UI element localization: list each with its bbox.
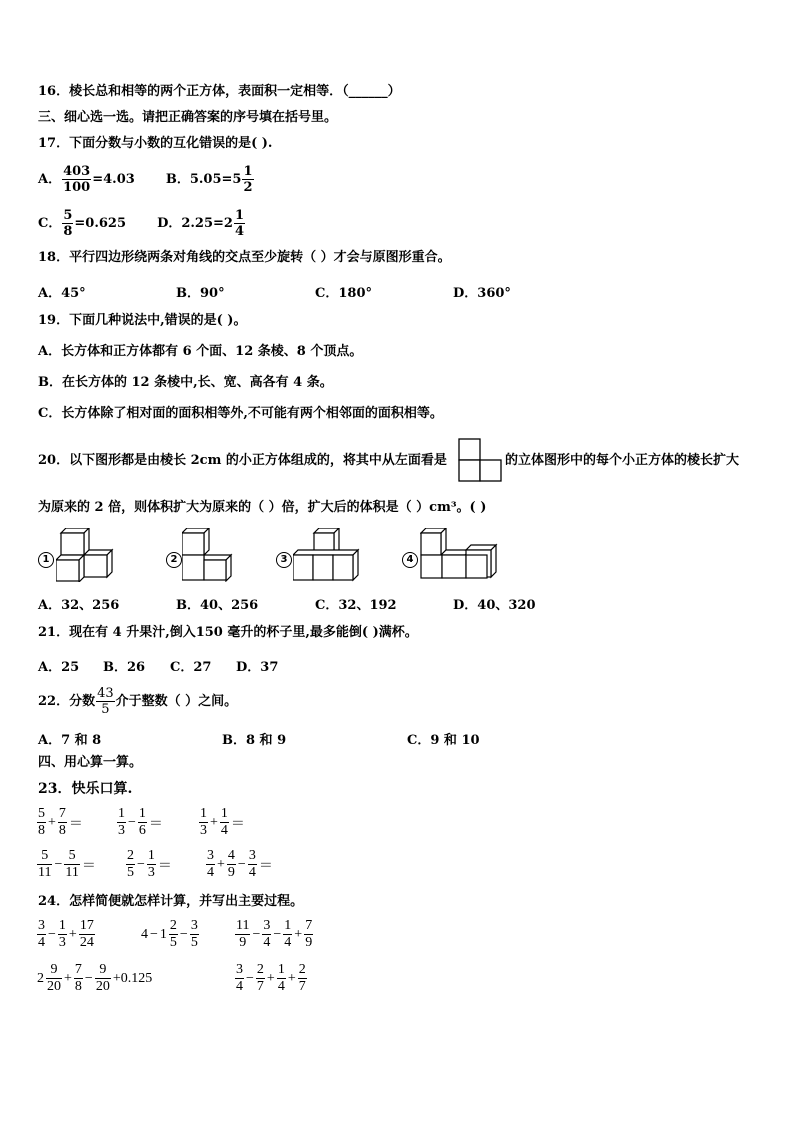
fraction-denominator: 8 [38,823,45,838]
fraction [37,918,46,951]
fraction-numerator: 2 [127,848,134,863]
fraction-numerator: 5 [38,806,45,821]
fraction-numerator: 1 [118,806,125,821]
math-symbol: − [48,926,56,942]
fraction [147,848,156,881]
fraction [235,962,244,995]
question-23-title: 23．快乐口算. [38,781,133,797]
fraction-denominator: 3 [147,865,155,880]
fraction-denominator: 9 [239,935,247,950]
math-symbol: − [150,926,158,942]
cube-figure-4 [420,528,498,582]
fraction-denominator: 4 [277,979,285,994]
math-symbol: ＝ [157,858,172,874]
q23-expr-3 [198,806,246,839]
question-20-line2: 为原来的 2 倍，则体积扩大为原来的（ ）倍，扩大后的体积是（ ）cm³。( ) [38,500,487,515]
fraction-numerator: 1 [277,962,285,977]
fraction-numerator: 3 [207,848,214,863]
fraction-denominator: 5 [127,865,134,880]
q24-expr-4 [36,962,153,995]
q22-option-c: C．9 和 10 [407,733,480,748]
fraction-numerator: 3 [190,918,198,933]
fraction-numerator: 1 [284,918,292,933]
cube-figure-3 [293,528,361,582]
fraction-43-5 [96,686,115,717]
q24-expr-3 [234,918,314,951]
math-symbol: + [48,814,56,830]
fraction [262,918,271,951]
fraction-numerator: 4 [227,848,235,863]
fraction-denominator: 4 [248,865,256,880]
math-symbol: − [273,926,282,942]
q18-option-b: B．90° [176,286,225,301]
math-symbol: − [128,814,136,830]
q21-option-a: A．25 [38,660,80,675]
figure-1-label: 1 [38,547,54,568]
fraction [37,806,46,839]
math-symbol: − [246,970,254,986]
fraction-denominator: 5 [190,935,198,950]
fraction-denominator: 4 [207,865,214,880]
math-symbol: − [179,926,188,942]
math-symbol: 2 [37,970,44,986]
fraction-denominator: 4 [263,935,271,950]
fraction-denominator: 8 [74,979,82,994]
figure-2-label: 2 [166,547,182,568]
section-3-heading: 三、细心选一选。请把正确答案的序号填在括号里。 [38,110,338,125]
fraction-numerator: 7 [58,806,66,821]
fraction-denominator: 100 [63,180,91,195]
question-17-options-ab: A． $\frac{403}{100}$ =4.03 B．5.05=5 $\frac{1}{2}$ [38,164,253,195]
fraction [304,918,313,951]
math-symbol: 4 [141,926,148,942]
fraction-numerator: 9 [95,962,111,979]
question-22-stem: 22．分数 $\frac{43}{5}$ 介于整数（ ）之间。 [38,686,238,717]
q23-expr-4 [36,848,97,881]
question-18-stem: 18．平行四边形绕两条对角线的交点至少旋转（ ）才会与原图形重合。 [38,250,451,265]
fraction [117,806,126,839]
q18-option-c: C．180° [315,286,372,301]
question-20-line1a: 20．以下图形都是由棱长 2cm 的小正方体组成的，将其中从左面看是 [38,453,447,468]
option-c-label: C． [38,216,62,231]
math-symbol: − [137,856,145,872]
fraction [46,962,62,995]
fraction-numerator: 1 [147,848,155,863]
fraction [283,918,292,951]
math-symbol: + [64,970,72,986]
fraction-numerator: 1 [58,918,66,933]
fraction [169,918,178,951]
question-17-stem: 17．下面分数与小数的互化错误的是( ). [38,136,273,151]
q22-option-a: A．7 和 8 [38,733,102,748]
fraction [227,848,236,881]
fraction-numerator: 7 [305,918,313,933]
q23-expr-2 [116,806,164,839]
fraction-5-8 [62,208,73,239]
math-symbol: ＝ [68,816,83,832]
q23-expr-6 [205,848,274,881]
cube-figure-1 [56,528,116,582]
fraction-denominator: 5 [101,702,110,717]
fraction-numerator: 2 [298,962,306,977]
q21-option-b: B．26 [103,660,146,675]
fraction [235,918,250,951]
option-a-label: A． [38,172,62,187]
fraction-numerator: 5 [64,848,79,865]
fraction-1-2 [242,164,253,195]
fraction-denominator: 8 [58,823,66,838]
question-21-stem: 21．现在有 4 升果汁,倒入150 毫升的杯子里,最多能倒( )满杯。 [38,625,418,640]
fraction-denominator: 4 [234,224,244,239]
fraction-denominator: 3 [200,823,207,838]
fraction-denominator: 4 [38,935,45,950]
q18-option-d: D．360° [453,286,511,301]
q20-option-a: A．32、256 [38,598,120,613]
q23-expr-1 [36,806,84,839]
fraction-denominator: 11 [65,865,79,880]
fraction-denominator: 3 [118,823,125,838]
section-4-heading: 四、用心算一算。 [38,755,143,770]
fraction-denominator: 3 [58,935,66,950]
math-symbol: ＝ [81,858,96,874]
q20-option-b: B．40、256 [176,598,259,613]
fraction-denominator: 4 [220,823,228,838]
q23-expr-5 [125,848,173,881]
math-symbol: + [266,970,275,986]
math-symbol: + [294,926,303,942]
q20-option-d: D．40、320 [453,598,536,613]
fraction-numerator: 3 [248,848,256,863]
math-symbol: + [217,856,225,872]
question-19-stem: 19．下面几种说法中,错误的是( )。 [38,313,247,328]
left-view-figure [458,438,504,484]
fraction-numerator: 1 [234,208,244,223]
fraction-denominator: 5 [169,935,177,950]
figure-4-label: 4 [402,547,418,568]
fraction [126,848,135,881]
math-symbol: + [287,970,296,986]
fraction-numerator: 2 [169,918,177,933]
q19-option-b: B．在长方体的 12 条棱中,长、宽、高各有 4 条。 [38,375,333,390]
fraction [199,806,208,839]
fraction-numerator: 9 [46,962,62,979]
math-symbol: + [68,926,77,942]
fraction-numerator: 7 [74,962,82,977]
fraction-denominator: 20 [95,979,110,994]
math-symbol: − [84,970,93,986]
option-d-label: D．2.25=2 [157,216,233,231]
fraction-denominator: 4 [236,979,243,994]
option-b-label: B．5.05=5 [165,172,242,187]
fraction-numerator: 5 [37,848,52,865]
q24-expr-5 [234,962,308,995]
q18-option-a: A．45° [38,286,86,301]
fraction [220,806,229,839]
fraction-numerator: 3 [236,962,243,977]
fraction-numerator: 1 [200,806,207,821]
fraction [95,962,111,995]
figure-3-label: 3 [276,547,292,568]
math-symbol: − [237,856,246,872]
q19-option-c: C．长方体除了相对面的面积相等外,不可能有两个相邻面的面积相等。 [38,406,443,421]
math-symbol: ＝ [230,816,245,832]
math-symbol: ＝ [258,858,273,874]
q22-option-b: B．8 和 9 [222,733,287,748]
fraction [206,848,215,881]
math-symbol: 1 [159,926,167,942]
q20-option-c: C．32、192 [315,598,397,613]
question-16: 16．棱长总和相等的两个正方体，表面积一定相等．（______） [38,84,401,99]
fraction-403-100 [62,164,91,195]
fraction-denominator: 7 [256,979,264,994]
fraction [256,962,265,995]
fraction-denominator: 11 [38,865,52,880]
q24-expr-1 [36,918,96,951]
q21-option-d: D．37 [236,660,279,675]
math-symbol: + [210,814,218,830]
fraction-numerator: 3 [263,918,271,933]
fraction [190,918,199,951]
fraction-numerator: 43 [97,686,114,701]
fraction-denominator: 9 [305,935,313,950]
fraction-denominator: 6 [138,823,146,838]
math-symbol: +0.125 [112,970,153,986]
q24-expr-2 [140,918,200,951]
fraction-denominator: 7 [298,979,306,994]
cube-figure-2 [182,528,234,582]
fraction [248,848,257,881]
fraction-numerator: 403 [63,164,91,179]
fraction-denominator: 24 [79,935,94,950]
fraction-denominator: 9 [227,865,235,880]
fraction [298,962,307,995]
question-24-title: 24．怎样简便就怎样计算，并写出主要过程。 [38,894,304,909]
question-20-line1b: 的立体图形中的每个小正方体的棱长扩大 [505,453,740,468]
fraction-numerator: 1 [243,164,253,179]
fraction [74,962,83,995]
fraction-numerator: 11 [236,918,250,933]
fraction-denominator: 4 [284,935,292,950]
fraction-numerator: 5 [63,208,73,223]
math-symbol: − [252,926,261,942]
fraction-denominator: 20 [47,979,61,994]
fraction [138,806,147,839]
fraction [277,962,286,995]
math-symbol: − [54,856,63,872]
fraction [58,918,67,951]
fraction-numerator: 1 [138,806,146,821]
fraction [64,848,79,881]
math-symbol: ＝ [148,816,163,832]
fraction [37,848,52,881]
question-17-options-cd: C． $\frac{5}{8}$ =0.625 D．2.25=2 $\frac{1}{4}$ [38,208,244,239]
fraction-denominator: 8 [63,224,73,239]
fraction-numerator: 17 [79,918,94,933]
q19-option-a: A．长方体和正方体都有 6 个面、12 条棱、8 个顶点。 [38,344,363,359]
fraction-numerator: 3 [38,918,45,933]
fraction-numerator: 2 [256,962,264,977]
fraction [58,806,67,839]
fraction-numerator: 1 [220,806,228,821]
fraction [79,918,95,951]
q21-option-c: C．27 [170,660,212,675]
fraction-denominator: 2 [243,180,253,195]
fraction-1-4 [234,208,245,239]
